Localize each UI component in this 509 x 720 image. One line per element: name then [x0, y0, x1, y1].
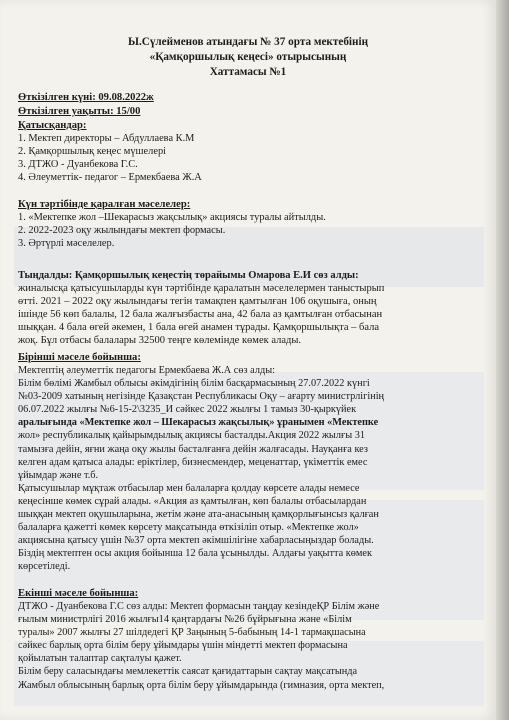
doc-title-school: Ы.Сүлейменов атындағы № 37 орта мектебінің	[127, 36, 369, 48]
list-item: 3. Әртүрлі мәселелер.	[18, 238, 115, 250]
paragraph-line: Мектептің әлеуметтік педагогы Ермекбаева Ж.А сөз алды:	[18, 365, 275, 376]
agenda-list	[18, 211, 326, 250]
agenda-heading: Күн тәртібінде қаралған мәселелер:	[18, 199, 191, 210]
paragraph-line: Білім беру саласындағы мемлекеттік саясат қағидаттарын сақтау мақсатында	[18, 666, 358, 678]
list-item: 3. ДТЖО - Дуанбекова Г.С.	[18, 159, 138, 171]
paragraph-line: балаларға қажетті көмек көрсету мақсатында өткізіліп отыр. «Мектепке жол»	[18, 522, 359, 534]
paragraph-line: шыққан. 4 бала өгей әкемен, 1 бала өгей анамен тұрады. Қамқоршылықта – бала	[18, 322, 380, 334]
doc-title-council: «Қамқоршылық кеңесі» отырысының	[149, 51, 347, 63]
paragraph-line: аралығында «Мектепке жол – Шекарасыз жақсылық» ұранымен «Мектепке	[18, 417, 379, 429]
paragraph-line: жиналысқа қатысушыларды күн тәртібінде қаралатын мәселелермен таныстырып	[18, 283, 385, 295]
paragraph-line: кеңесінше көмек сұрай алады. «Акция аз қамтылған, көп балалы отбасылардан	[18, 495, 367, 507]
paragraph-line: Қатысушылар мұқтаж отбасылар мен балаларға қолдау көрсете алады немесе	[18, 482, 360, 494]
paragraph-line: ішінде 56 көп балалы, 12 бала жалғызбасты ана, 42 бала аз қамтылған отбасынан	[18, 309, 383, 321]
paragraph-line: тамызға дейін, яғни жаңа оқу жылы басталғанға дейін жалғасады. Науқанға кез	[18, 443, 368, 455]
paragraph-line: жол» республикалық қайырымдылық акциясы басталды.Акция 2022 жылғы 31	[18, 430, 365, 442]
second-issue-heading: Екінші мәселе бойынша:	[18, 588, 139, 599]
paragraph-line: шыққан мектеп оқушыларына, жетім және ата-анасының қамқорлығынсыз қалған	[18, 509, 379, 521]
paragraph-line: ДТЖО - Дуанбекова Г.С сөз алды: Мектеп формасын таңдау кезіндеҚР Білім және	[18, 601, 380, 612]
listened-paragraph	[18, 269, 384, 348]
paragraph-line: сәйкес барлық орта білім беру ұйымдары үшін міндетті мектеп формасына	[18, 640, 348, 652]
meeting-time: Өткізілген уақыты: 15/00	[18, 106, 141, 117]
paragraph-line: №03-2009 хатының негізінде Қазақстан Республикасы Оқу – ағарту министрлігінің	[18, 391, 385, 403]
paragraph-line: Жамбыл облысының барлық орта білім беру ұйымдарында (гимназия, орта мектеп,	[18, 679, 385, 691]
paragraph-line: өтті. 2021 – 2022 оқу жылындағы тегін тамақпен қамтылған 106 оқушыға, оның	[18, 296, 377, 308]
page-edge-shadow	[496, 0, 509, 720]
paragraph-line: туралы» 2007 жылғы 27 шілдедегі ҚР Заңының 5-бабының 14-1 тармақшасына	[18, 627, 366, 639]
participants-heading: Қатысқандар:	[18, 120, 87, 131]
first-issue-paragraph	[18, 364, 384, 574]
paragraph-line: келген адам қатыса алады: еріктілер, бизнесмендер, меценаттар, үкіметтік емес	[18, 456, 368, 468]
first-issue-heading: Бірінші мәселе бойынша:	[18, 352, 141, 363]
paragraph-line: Тыңдалды: Қамқоршылық кеңестің төрайымы Омарова Е.И сөз алды:	[18, 270, 359, 281]
paragraph-line: көрсетіледі.	[18, 561, 71, 573]
meeting-date: Өткізілген күні: 09.08.2022ж	[18, 92, 154, 103]
list-item: 2. 2022-2023 оқу жылындағы мектеп формасы.	[18, 225, 226, 237]
list-item: 2. Қамқоршылық кеңес мүшелері	[18, 146, 167, 158]
paragraph-line: 06.07.2022 жылғы №6-15-2\3235_И сәйкес 2022 жылғы 1 тамыз 30-қыркүйек	[18, 404, 357, 416]
doc-title-minutes: Хаттамасы №1	[209, 66, 287, 78]
list-item: 4. Әлеуметтік- педагог – Ермекбаева Ж.А	[18, 172, 202, 184]
second-issue-paragraph	[18, 600, 384, 692]
paragraph-line: қойылатын талаптар сақталуы қажет.	[18, 653, 182, 665]
paragraph-line: жоқ. Бұл отбасы балалары 32500 теңге көлемінде көмек алады.	[18, 335, 302, 347]
paragraph-line: ғылым министрлігі 2016 жылғы14 қаңтардағы №26 бұйрығына және «Білім	[18, 614, 352, 626]
paragraph-line: акциясына қатысу үшін №37 орта мектеп әкімшілігіне хабарласыңыздар болады.	[18, 535, 374, 547]
list-item: 1. Мектеп директоры – Абдуллаева К.М	[18, 133, 195, 144]
paragraph-line: Біздің мектептен осы акция бойынша 12 бала ұсынылды. Алдағы уақытта көмек	[18, 548, 372, 560]
list-item: 1. «Мектепке жол –Шекарасыз жақсылық» акциясы туралы айтылды.	[18, 212, 326, 223]
paragraph-line: ұйымдар және т.б.	[18, 469, 99, 481]
participants-list	[18, 132, 202, 184]
paragraph-line: Білім бөлімі Жамбыл облысы әкімдігінің білім басқармасының 27.07.2022 күнгі	[18, 378, 370, 390]
